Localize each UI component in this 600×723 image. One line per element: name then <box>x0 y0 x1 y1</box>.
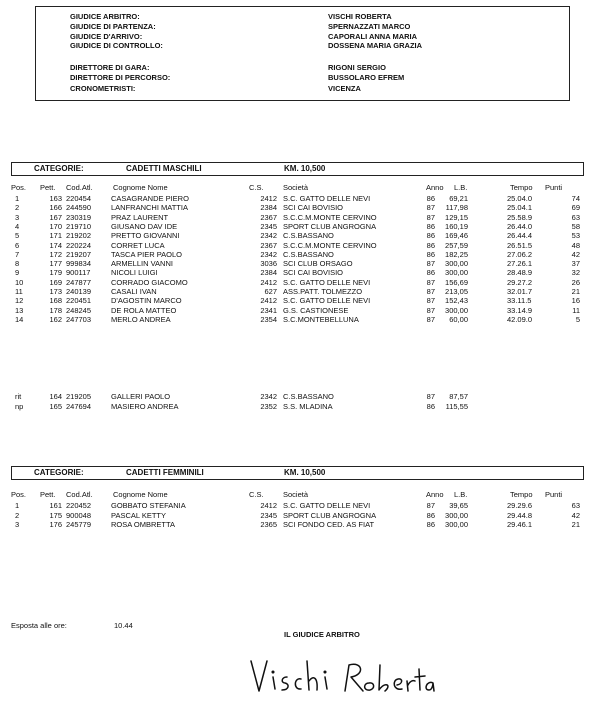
cell-punti: 42 <box>571 249 580 259</box>
cell-punti: 69 <box>571 203 580 213</box>
cell-club: SPORT CLUB ANGROGNA <box>283 510 377 520</box>
official-role: GIUDICE ARBITRO: <box>70 12 140 21</box>
official-name: SPERNAZZATI MARCO <box>328 22 411 31</box>
cell-name: ROSA OMBRETTA <box>111 520 176 530</box>
cell-cod: 220451 <box>66 296 92 306</box>
column-header-club: Società <box>283 183 309 192</box>
cell-pett: 161 <box>49 501 62 510</box>
cell-tempo: 42.09.0 <box>507 314 533 324</box>
column-header-cs: C.S. <box>249 490 264 499</box>
cell-club: SPORT CLUB ANGROGNA <box>283 221 377 231</box>
cell-cod: 999834 <box>66 259 92 269</box>
cell-lb: 300,00 <box>445 305 468 315</box>
cell-tempo: 33.14.9 <box>507 305 533 315</box>
signature-image <box>245 655 435 705</box>
cell-pett: 164 <box>49 392 62 401</box>
cell-name: PRAZ LAURENT <box>111 212 169 222</box>
cell-cod: 248245 <box>66 305 92 315</box>
column-header-cod: Cod.Atl. <box>66 183 93 192</box>
cell-club: S.C.MONTEBELLUNA <box>283 314 359 324</box>
cell-cs: 2367 <box>260 240 277 250</box>
cell-lb: 300,00 <box>445 268 468 278</box>
cell-name: PRETTO GIOVANNI <box>111 231 180 241</box>
cell-pett: 168 <box>49 296 62 306</box>
cell-cs: 2342 <box>260 249 277 259</box>
cell-punti: 53 <box>571 231 580 241</box>
cell-club: G.S. CASTIONESE <box>283 305 349 315</box>
exposed-label: Esposta alle ore: <box>11 621 67 630</box>
cell-club: SCI FONDO CED. AS FIAT <box>283 520 375 530</box>
cell-name: GOBBATO STEFANIA <box>111 501 186 510</box>
cell-lb: 152,43 <box>445 296 468 306</box>
cell-cod: 220224 <box>66 240 92 250</box>
cell-punti: 5 <box>575 314 580 324</box>
cell-name: MERLO ANDREA <box>111 314 171 324</box>
cell-tempo: 27.26.1 <box>507 259 533 269</box>
cell-name: CORRET LUCA <box>111 240 165 250</box>
cell-punti: 26 <box>571 277 580 287</box>
cell-pos: 12 <box>15 296 24 306</box>
cell-cod: 219205 <box>66 392 92 401</box>
cell-name: ARMELLIN VANNI <box>111 259 173 269</box>
cell-name: NICOLI LUIGI <box>111 268 158 278</box>
cell-anno: 86 <box>426 510 435 520</box>
cell-pos: 10 <box>15 277 24 287</box>
cell-cod: 219710 <box>66 221 92 231</box>
cell-lb: 69,21 <box>449 194 468 203</box>
cell-cod: 247877 <box>66 277 92 287</box>
column-header-cs: C.S. <box>249 183 264 192</box>
cell-pos: 2 <box>15 510 20 520</box>
table-row <box>0 511 600 521</box>
cell-lb: 300,00 <box>445 510 468 520</box>
cell-club: S.C.C.M.MONTE CERVINO <box>283 212 377 222</box>
cell-club: C.S.BASSANO <box>283 231 334 241</box>
cell-club: S.C.C.M.MONTE CERVINO <box>283 240 377 250</box>
cell-name: CORRADO GIACOMO <box>111 277 188 287</box>
cell-club: S.C. GATTO DELLE NEVI <box>283 296 371 306</box>
cell-cod: 247694 <box>66 402 92 411</box>
cell-cs: 627 <box>264 287 277 296</box>
cell-pett: 177 <box>49 259 62 269</box>
column-header-name: Cognome Nome <box>113 183 168 192</box>
cell-club: SCI CAI BOVISIO <box>283 268 344 278</box>
cell-cod: 900048 <box>66 510 92 520</box>
table-row <box>0 315 600 325</box>
cell-pett: 169 <box>49 277 62 287</box>
column-header-tempo: Tempo <box>510 183 533 192</box>
cell-pett: 162 <box>49 314 62 324</box>
cell-tempo: 26.51.5 <box>507 240 533 250</box>
cell-lb: 117,98 <box>445 203 468 213</box>
exposed-time: 10.44 <box>114 621 133 630</box>
cell-anno: 86 <box>426 268 435 278</box>
column-header-pos: Pos. <box>11 183 27 192</box>
cell-anno: 86 <box>426 520 435 530</box>
cell-cs: 2365 <box>260 520 277 530</box>
cell-tempo: 33.11.5 <box>507 296 532 306</box>
cell-cod: 240139 <box>66 287 92 296</box>
category-distance: KM. 10,500 <box>284 164 326 173</box>
cell-pos: rit <box>15 392 22 401</box>
column-header-anno: Anno <box>426 183 444 192</box>
cell-lb: 39,65 <box>449 501 468 510</box>
cell-name: GIUSANO DAV IDE <box>111 221 178 231</box>
cell-name: TASCA PIER PAOLO <box>111 249 182 259</box>
column-header-pos: Pos. <box>11 490 27 499</box>
column-header-punti: Punti <box>545 183 563 192</box>
cell-name: CASAGRANDE PIERO <box>111 194 189 203</box>
cell-punti: 42 <box>571 510 580 520</box>
cell-pos: 6 <box>15 240 20 250</box>
cell-pett: 170 <box>49 221 62 231</box>
cell-cs: 2341 <box>260 305 277 315</box>
cell-anno: 86 <box>426 231 435 241</box>
cell-cod: 230319 <box>66 212 92 222</box>
cell-cs: 2345 <box>260 510 277 520</box>
cell-pett: 178 <box>49 305 62 315</box>
cell-tempo: 25.04.0 <box>507 194 533 203</box>
cell-cs: 2384 <box>260 268 277 278</box>
table-row <box>0 402 600 412</box>
column-header-punti: Punti <box>545 490 563 499</box>
cell-pos: 11 <box>15 287 23 296</box>
column-header-club: Società <box>283 490 309 499</box>
cell-anno: 86 <box>426 402 435 411</box>
cell-name: CASALI IVAN <box>111 287 157 296</box>
cell-lb: 169,46 <box>445 231 468 241</box>
cell-cod: 219207 <box>66 249 92 259</box>
cell-punti: 11 <box>572 305 580 315</box>
cell-lb: 129,15 <box>445 212 468 222</box>
cell-pos: 5 <box>15 231 20 241</box>
cell-pos: 3 <box>15 212 20 222</box>
cell-cs: 2352 <box>260 402 277 411</box>
cell-lb: 115,55 <box>445 402 468 411</box>
cell-punti: 63 <box>571 501 580 510</box>
cell-pett: 179 <box>49 268 62 278</box>
cell-pos: 3 <box>15 520 20 530</box>
official-role: GIUDICE DI CONTROLLO: <box>70 41 163 50</box>
official-name: DOSSENA MARIA GRAZIA <box>328 41 423 50</box>
cell-anno: 87 <box>426 287 435 296</box>
table-row <box>0 392 600 402</box>
cell-pett: 173 <box>49 287 62 296</box>
official-role: GIUDICE DI PARTENZA: <box>70 22 156 31</box>
cell-pos: 7 <box>15 249 20 259</box>
cell-name: MASIERO ANDREA <box>111 402 179 411</box>
official-role: DIRETTORE DI GARA: <box>70 63 150 72</box>
cell-cs: 2345 <box>260 221 277 231</box>
cell-name: GALLERI PAOLO <box>111 392 171 401</box>
cell-lb: 300,00 <box>445 259 468 269</box>
cell-punti: 16 <box>571 296 580 306</box>
cell-anno: 86 <box>426 194 435 203</box>
cell-pett: 165 <box>49 402 62 411</box>
column-header-lb: L.B. <box>454 183 468 192</box>
cell-cod: 245779 <box>66 520 92 530</box>
cell-club: ASS.PATT. TOLMEZZO <box>283 287 363 296</box>
cell-pett: 174 <box>49 240 62 250</box>
cell-pett: 167 <box>49 212 62 222</box>
cell-tempo: 29.44.8 <box>507 510 533 520</box>
cell-anno: 87 <box>426 259 435 269</box>
cell-club: S.S. MLADINA <box>283 402 333 411</box>
cell-name: PASCAL KETTY <box>111 510 167 520</box>
column-header-pett: Pett. <box>40 490 56 499</box>
cell-name: DE ROLA MATTEO <box>111 305 177 315</box>
official-role: CRONOMETRISTI: <box>70 84 136 93</box>
column-header-lb: L.B. <box>454 490 468 499</box>
cell-tempo: 25.04.1 <box>507 203 533 213</box>
category-header-male <box>11 162 584 176</box>
official-name: BUSSOLARO EFREM <box>328 73 405 82</box>
cell-punti: 32 <box>571 268 580 278</box>
cell-cs: 2412 <box>260 194 277 203</box>
cell-tempo: 26.44.0 <box>507 221 533 231</box>
cell-pett: 166 <box>49 203 62 213</box>
cell-cs: 2342 <box>260 231 277 241</box>
cell-pos: 9 <box>15 268 20 278</box>
cell-pos: 1 <box>15 194 20 203</box>
cell-tempo: 26.44.4 <box>507 231 533 241</box>
cell-pett: 172 <box>49 249 62 259</box>
official-name: VISCHI ROBERTA <box>328 12 392 21</box>
cell-lb: 300,00 <box>445 520 468 530</box>
cell-punti: 74 <box>571 194 580 203</box>
cell-anno: 87 <box>426 277 435 287</box>
cell-club: SCI CLUB ORSAGO <box>283 259 353 269</box>
cell-cod: 244590 <box>66 203 92 213</box>
cell-tempo: 29.46.1 <box>507 520 533 530</box>
cell-lb: 156,69 <box>445 277 468 287</box>
cell-cs: 2384 <box>260 203 277 213</box>
cell-cs: 2412 <box>260 296 277 306</box>
cell-lb: 182,25 <box>445 249 468 259</box>
category-distance: KM. 10,500 <box>284 468 326 477</box>
category-name: CADETTI MASCHILI <box>126 164 202 173</box>
cell-name: D'AGOSTIN MARCO <box>111 296 182 306</box>
cell-anno: 87 <box>426 392 435 401</box>
cell-cs: 2354 <box>260 314 277 324</box>
cell-anno: 87 <box>426 212 435 222</box>
column-header-name: Cognome Nome <box>113 490 168 499</box>
cell-cod: 247703 <box>66 314 92 324</box>
cell-tempo: 28.48.9 <box>507 268 533 278</box>
column-header-tempo: Tempo <box>510 490 533 499</box>
cell-pett: 163 <box>49 194 62 203</box>
cell-punti: 58 <box>571 221 580 231</box>
cell-lb: 213,05 <box>445 287 468 296</box>
cell-anno: 87 <box>426 296 435 306</box>
cell-cod: 220454 <box>66 194 92 203</box>
cell-tempo: 29.27.2 <box>507 277 533 287</box>
cell-pos: 14 <box>15 314 24 324</box>
cell-anno: 87 <box>426 305 435 315</box>
official-name: RIGONI SERGIO <box>328 63 386 72</box>
cell-punti: 21 <box>571 287 580 296</box>
cell-pos: 2 <box>15 203 20 213</box>
cell-club: C.S.BASSANO <box>283 249 334 259</box>
cell-lb: 160,19 <box>445 221 468 231</box>
cell-cs: 2367 <box>260 212 277 222</box>
cell-tempo: 32.01.7 <box>507 287 533 296</box>
cell-punti: 48 <box>571 240 580 250</box>
column-header-anno: Anno <box>426 490 444 499</box>
cell-pos: 1 <box>15 501 20 510</box>
cell-club: S.C. GATTO DELLE NEVI <box>283 277 371 287</box>
category-label: CATEGORIE: <box>34 468 84 477</box>
cell-cod: 220452 <box>66 501 92 510</box>
column-header-pett: Pett. <box>40 183 56 192</box>
official-name: CAPORALI ANNA MARIA <box>328 32 418 41</box>
cell-club: C.S.BASSANO <box>283 392 334 401</box>
cell-pos: 4 <box>15 221 20 231</box>
cell-cs: 2342 <box>260 392 277 401</box>
cell-lb: 257,59 <box>445 240 468 250</box>
cell-pos: 8 <box>15 259 20 269</box>
cell-tempo: 25.58.9 <box>507 212 533 222</box>
cell-tempo: 29.29.6 <box>507 501 533 510</box>
cell-anno: 87 <box>426 203 435 213</box>
official-role: GIUDICE D'ARRIVO: <box>70 32 143 41</box>
cell-name: LANFRANCHI MATTIA <box>111 203 188 213</box>
cell-punti: 37 <box>571 259 580 269</box>
cell-anno: 87 <box>426 501 435 510</box>
cell-club: S.C. GATTO DELLE NEVI <box>283 501 371 510</box>
official-name: VICENZA <box>328 84 361 93</box>
column-header-cod: Cod.Atl. <box>66 490 93 499</box>
cell-pos: np <box>15 402 24 411</box>
table-row <box>0 501 600 511</box>
cell-punti: 21 <box>571 520 580 530</box>
official-role: DIRETTORE DI PERCORSO: <box>70 73 171 82</box>
cell-punti: 63 <box>571 212 580 222</box>
cell-cs: 3036 <box>260 259 277 269</box>
referee-title: IL GIUDICE ARBITRO <box>284 630 360 639</box>
category-header-female <box>11 466 584 480</box>
cell-anno: 86 <box>426 240 435 250</box>
cell-tempo: 27.06.2 <box>507 249 533 259</box>
cell-lb: 60,00 <box>449 314 468 324</box>
cell-anno: 86 <box>426 221 435 231</box>
cell-anno: 87 <box>426 314 435 324</box>
cell-pett: 171 <box>49 231 62 241</box>
cell-pos: 13 <box>15 305 24 315</box>
cell-club: SCI CAI BOVISIO <box>283 203 344 213</box>
category-label: CATEGORIE: <box>34 164 84 173</box>
cell-lb: 87,57 <box>449 392 468 401</box>
table-row <box>0 520 600 530</box>
cell-cs: 2412 <box>260 277 277 287</box>
cell-pett: 176 <box>49 520 62 530</box>
cell-anno: 86 <box>426 249 435 259</box>
cell-pett: 175 <box>49 510 62 520</box>
cell-cod: 900117 <box>66 268 91 278</box>
cell-club: S.C. GATTO DELLE NEVI <box>283 194 371 203</box>
cell-cod: 219202 <box>66 231 92 241</box>
cell-cs: 2412 <box>260 501 277 510</box>
category-name: CADETTI FEMMINILI <box>126 468 204 477</box>
